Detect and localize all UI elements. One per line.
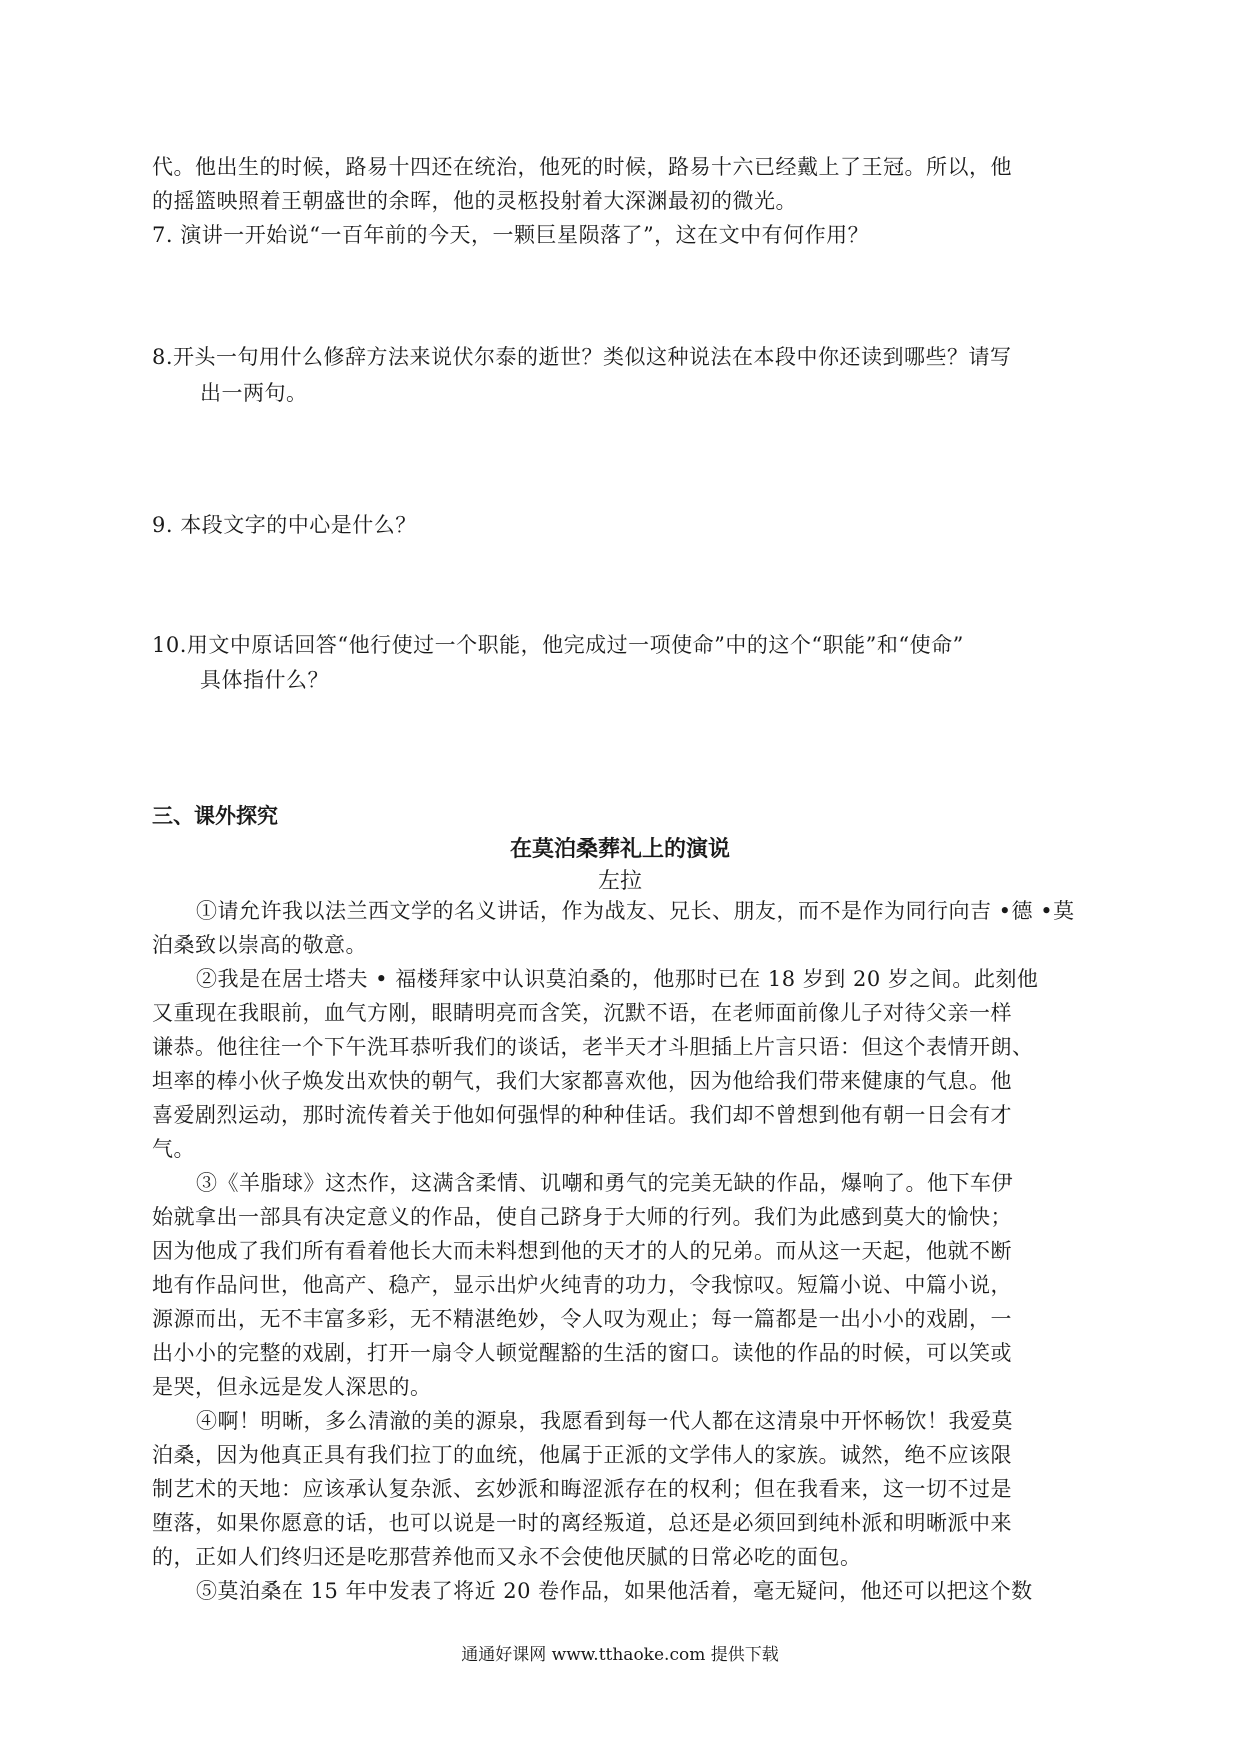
article-line: 是哭，但永远是发人深思的。 — [152, 1375, 432, 1399]
article-line: 谦恭。他往往一个下午洗耳恭听我们的谈话，老半天才斗胆插上片言只语：但这个表情开朗、 — [152, 1035, 1034, 1059]
article-line: 又重现在我眼前，血气方刚，眼睛明亮而含笑，沉默不语，在老师面前像儿子对待父亲一样 — [152, 1001, 1012, 1025]
section-heading: 三、课外探究 — [152, 804, 278, 828]
article-line: 地有作品问世，他高产、稳产，显示出炉火纯青的功力，令我惊叹。短篇小说、中篇小说， — [152, 1273, 1012, 1297]
question-8: 8.开头一句用什么修辞方法来说伏尔泰的逝世？类似这种说法在本段中你还读到哪些？请写 — [152, 345, 1012, 369]
article-line: 堕落，如果你愿意的话，也可以说是一时的离经叛道，总还是必须回到纯朴派和明晰派中来 — [152, 1511, 1012, 1535]
article-line: 泊桑致以崇高的敬意。 — [152, 933, 367, 957]
article-line: 气。 — [152, 1137, 195, 1161]
article-line: ①请允许我以法兰西文学的名义讲话，作为战友、兄长、朋友，而不是作为同行向吉 •德 •莫 — [196, 899, 1075, 923]
question-10-continued: 具体指什么？ — [200, 668, 329, 692]
article-line: 泊桑，因为他真正具有我们拉丁的血统，他属于正派的文学伟人的家族。诚然，绝不应该限 — [152, 1443, 1012, 1467]
article-line: 始就拿出一部具有决定意义的作品，使自己跻身于大师的行列。我们为此感到莫大的愉快； — [152, 1205, 1012, 1229]
article-line: 坦率的棒小伙子焕发出欢快的朝气，我们大家都喜欢他，因为他给我们带来健康的气息。他 — [152, 1069, 1012, 1093]
passage-line: 的摇篮映照着王朝盛世的余晖，他的灵柩投射着大深渊最初的微光。 — [152, 189, 797, 213]
article-line: 的，正如人们终归还是吃那营养他而又永不会使他厌腻的日常必吃的面包。 — [152, 1545, 862, 1569]
question-7: 7. 演讲一开始说“一百年前的今天，一颗巨星陨落了”，这在文中有何作用？ — [152, 223, 870, 247]
question-10: 10.用文中原话回答“他行使过一个职能，他完成过一项使命”中的这个“职能”和“使命” — [152, 633, 964, 657]
article-line: ④啊！明晰，多么清澈的美的源泉，我愿看到每一代人都在这清泉中开怀畅饮！我爱莫 — [196, 1409, 1013, 1433]
article-line: ⑤莫泊桑在 15 年中发表了将近 20 卷作品，如果他活着，毫无疑问，他还可以把这个数 — [196, 1579, 1033, 1603]
article-line: 出小小的完整的戏剧，打开一扇令人顿觉醒豁的生活的窗口。读他的作品的时候，可以笑或 — [152, 1341, 1012, 1365]
article-line: 源源而出，无不丰富多彩，无不精湛绝妙，令人叹为观止；每一篇都是一出小小的戏剧，一 — [152, 1307, 1012, 1331]
article-line: 喜爱剧烈运动，那时流传着关于他如何强悍的种种佳话。我们却不曾想到他有朝一日会有才 — [152, 1103, 1012, 1127]
article-line: ③《羊脂球》这杰作，这满含柔情、讥嘲和勇气的完美无缺的作品，爆响了。他下车伊 — [196, 1171, 1013, 1195]
article-author: 左拉 — [597, 869, 642, 894]
article-title: 在莫泊桑葬礼上的演说 — [509, 837, 730, 862]
passage-line: 代。他出生的时候，路易十四还在统治，他死的时候，路易十六已经戴上了王冠。所以，他 — [152, 155, 1012, 179]
article-line: ②我是在居士塔夫 • 福楼拜家中认识莫泊桑的，他那时已在 18 岁到 20 岁之间。此刻他 — [196, 967, 1039, 991]
article-line: 因为他成了我们所有看着他长大而未料想到他的天才的人的兄弟。而从这一天起，他就不断 — [152, 1239, 1012, 1263]
question-8-continued: 出一两句。 — [200, 381, 308, 405]
article-line: 制艺术的天地：应该承认复杂派、玄妙派和晦涩派存在的权利；但在我看来，这一切不过是 — [152, 1477, 1012, 1501]
page-footer: 通通好课网 www.tthaoke.com 提供下载 — [461, 1645, 779, 1665]
question-9: 9. 本段文字的中心是什么？ — [152, 513, 417, 537]
